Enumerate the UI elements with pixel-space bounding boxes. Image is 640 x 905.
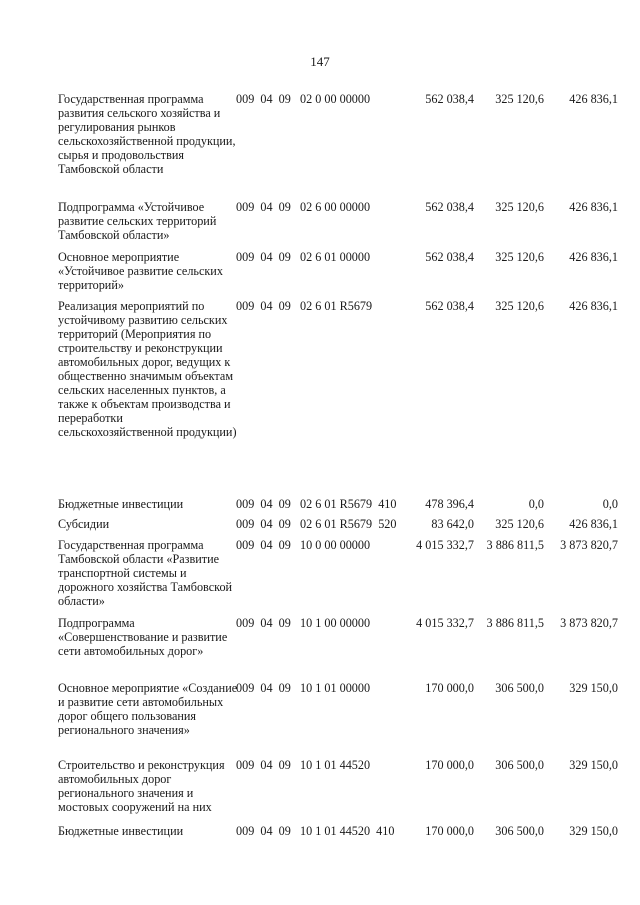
page-number: 147 [310,54,330,69]
row-value-2: 325 120,6 [495,200,544,214]
row-name: Государственная программа Тамбовской области «Развитие транспортной системы и дорожного хозяйства Тамбовской области» [58,538,233,608]
row-value-3: 3 873 820,7 [560,538,618,552]
row-value-2: 3 886 811,5 [486,616,544,630]
row-name: Государственная программа развития сельского хозяйства и регулирования рынков сельскохозяйственной продукции, сырья и продовольствия Тамбовской области [58,92,236,176]
row-value-1: 4 015 332,7 [416,538,474,552]
row-value-2: 306 500,0 [495,681,544,695]
row-value-1: 170 000,0 [425,824,474,838]
row-value-1: 562 038,4 [425,299,474,313]
row-value-2: 0,0 [528,497,544,511]
row-value-2: 3 886 811,5 [486,538,544,552]
row-value-3: 329 150,0 [569,758,618,772]
row-value-3: 426 836,1 [569,299,618,313]
row-name: Подпрограмма «Устойчивое развитие сельских территорий Тамбовской области» [58,200,217,242]
row-value-1: 170 000,0 [425,758,474,772]
row-code: 009 04 09 02 6 01 R5679 520 [236,517,397,531]
row-name: Строительство и реконструкция автомобильных дорог регионального значения и мостовых сооружений на них [58,758,225,814]
row-value-3: 3 873 820,7 [560,616,618,630]
row-value-3: 329 150,0 [569,824,618,838]
row-code: 009 04 09 10 1 01 44520 [236,758,371,772]
row-code: 009 04 09 02 6 01 R5679 410 [236,497,397,511]
row-code: 009 04 09 02 6 01 R5679 [236,299,373,313]
row-code: 009 04 09 10 0 00 00000 [236,538,371,552]
row-name: Подпрограмма «Совершенствование и развитие сети автомобильных дорог» [58,616,228,658]
row-code: 009 04 09 10 1 00 00000 [236,616,371,630]
row-name: Бюджетные инвестиции [58,497,184,511]
row-value-1: 562 038,4 [425,92,474,106]
row-code: 009 04 09 02 0 00 00000 [236,92,371,106]
row-value-3: 426 836,1 [569,517,618,531]
row-value-1: 478 396,4 [425,497,474,511]
row-value-1: 83 642,0 [431,517,474,531]
row-value-1: 170 000,0 [425,681,474,695]
row-name: Субсидии [58,517,110,531]
row-code: 009 04 09 10 1 01 00000 [236,681,371,695]
row-value-3: 426 836,1 [569,200,618,214]
row-value-2: 325 120,6 [495,299,544,313]
row-value-2: 325 120,6 [495,250,544,264]
row-value-3: 329 150,0 [569,681,618,695]
row-name: Основное мероприятие «Устойчивое развитие сельских территорий» [58,250,223,292]
row-value-1: 562 038,4 [425,200,474,214]
row-value-3: 426 836,1 [569,92,618,106]
row-value-1: 4 015 332,7 [416,616,474,630]
row-value-2: 325 120,6 [495,92,544,106]
row-code: 009 04 09 10 1 01 44520 410 [236,824,395,838]
row-value-2: 306 500,0 [495,824,544,838]
row-value-2: 325 120,6 [495,517,544,531]
row-value-3: 0,0 [602,497,618,511]
row-code: 009 04 09 02 6 00 00000 [236,200,371,214]
row-name: Реализация мероприятий по устойчивому развитию сельских территорий (Мероприятия по строительству и реконструкции автомобильных дорог, ведущих к общественно значимым объектам сельских населенных пунктов, а также к объектам производства и переработки сельскохозяйственной продукции) [58,299,237,439]
row-value-1: 562 038,4 [425,250,474,264]
row-value-2: 306 500,0 [495,758,544,772]
row-name: Бюджетные инвестиции [58,824,184,838]
row-code: 009 04 09 02 6 01 00000 [236,250,371,264]
row-name: Основное мероприятие «Создание и развитие сети автомобильных дорог общего пользования регионального значения» [58,681,238,737]
row-value-3: 426 836,1 [569,250,618,264]
